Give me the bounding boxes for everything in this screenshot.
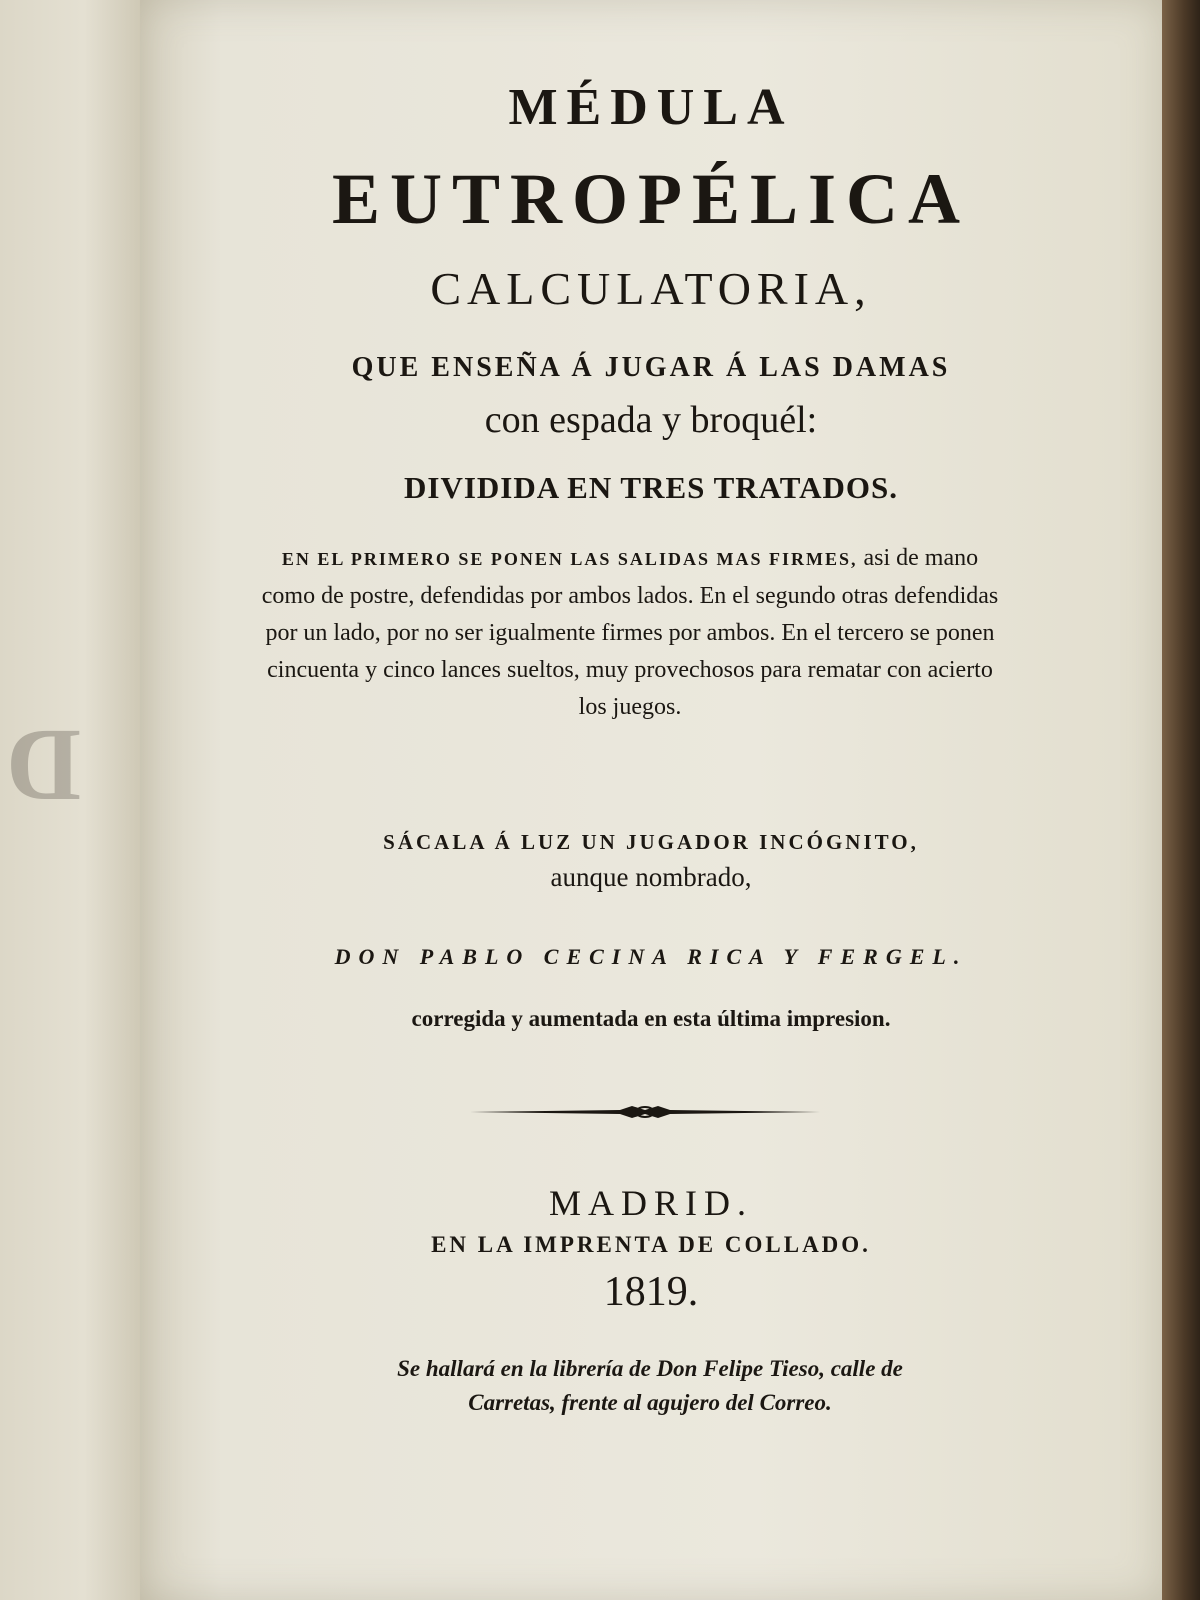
subtitle-line-2: con espada y broquél: (484, 399, 818, 441)
author-intro: SÁCALA Á LUZ UN JUGADOR INCÓGNITO, (383, 830, 919, 854)
bleed-through-letter: D (6, 707, 82, 822)
imprint-year: 1819. (603, 1269, 699, 1315)
edition-note: corregida y aumentada en esta última impresion. (411, 1006, 891, 1031)
title-line-2: EUTROPÉLICA (331, 159, 971, 239)
author-intro-2: aunque nombrado, (550, 862, 752, 892)
title-line-1: MÉDULA (508, 79, 794, 136)
title-page (140, 0, 1162, 1600)
description-lead: EN EL PRIMERO SE PONEN LAS SALIDAS MAS FIRMES, (281, 549, 858, 569)
title-line-3: CALCULATORIA, (430, 263, 872, 314)
subtitle-line-1: QUE ENSEÑA Á JUGAR Á LAS DAMAS (351, 352, 951, 383)
facing-page (0, 0, 142, 1600)
bookseller-line-1: Se hallará en la librería de Don Felipe Tieso, calle de (397, 1356, 903, 1381)
imprint-city: MADRID. (548, 1183, 753, 1223)
description-paragraph (260, 540, 1000, 726)
ornamental-rule (470, 1100, 820, 1124)
bookseller-line-2: Carretas, frente al agujero del Correo. (468, 1390, 832, 1415)
bookseller-note (290, 1352, 1010, 1420)
subtitle-line-3: DIVIDIDA EN TRES TRATADOS. (404, 470, 898, 505)
imprint-printer: EN LA IMPRENTA DE COLLADO. (431, 1232, 871, 1257)
book-spine (1162, 0, 1200, 1600)
author-name: DON PABLO CECINA RICA Y FERGEL. (334, 944, 968, 969)
description-body: asi de mano como de postre, defendidas por ambos lados. En el segundo otras defendidas por un lado, por no ser igualmente firmes por ambos. En el tercero se ponen cincuenta y cinco lances sueltos, muy provechosos para rematar con acierto los juegos. (261, 545, 999, 720)
